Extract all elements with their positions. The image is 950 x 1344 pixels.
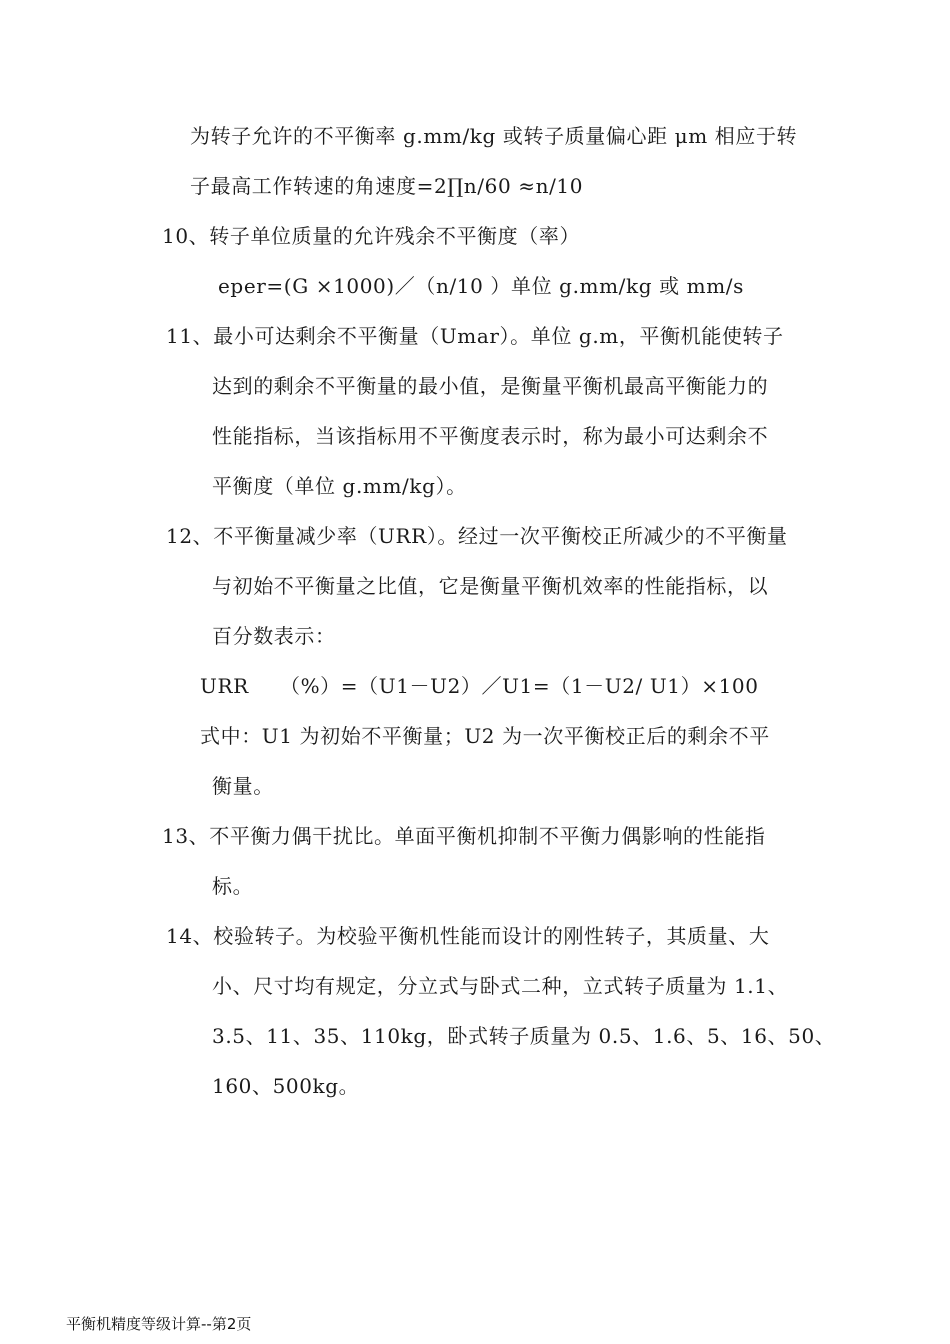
text-line-16: 标。 [212, 874, 254, 898]
item-13-heading: 13、不平衡力偶干扰比。单面平衡机抑制不平衡力偶影响的性能指 [162, 824, 766, 848]
text-line-10: 与初始不平衡量之比值，它是衡量平衡机效率的性能指标，以 [212, 574, 769, 598]
text-line-1: 为转子允许的不平衡率 g.mm/kg 或转子质量偏心距 μm 相应于转 [190, 124, 798, 148]
item-14-heading: 14、校验转子。为校验平衡机性能而设计的刚性转子，其质量、大 [166, 924, 770, 948]
text-line-2: 子最高工作转速的角速度=2∏n/60 ≈n/10 [190, 174, 584, 198]
text-line-20: 160、500kg。 [212, 1074, 360, 1098]
text-line-14: 衡量。 [212, 774, 274, 798]
text-line-19: 3.5、11、35、110kg，卧式转子质量为 0.5、1.6、5、16、50、 [212, 1024, 836, 1048]
text-line-11: 百分数表示： [212, 624, 336, 648]
text-line-8: 平衡度（单位 g.mm/kg）。 [212, 474, 467, 498]
page-footer: 平衡机精度等级计算--第2页 [66, 1315, 252, 1333]
text-line-6: 达到的剩余不平衡量的最小值，是衡量平衡机最高平衡能力的 [212, 374, 769, 398]
formula-urr: URR （%）=（U1－U2）／U1=（1－U2/ U1）×100 [200, 674, 759, 698]
text-line-13: 式中：U1 为初始不平衡量；U2 为一次平衡校正后的剩余不平 [200, 724, 770, 748]
formula-eper: eper=(G ×1000)／（n/10 ）单位 g.mm/kg 或 mm/s [218, 274, 744, 298]
item-11-heading: 11、最小可达剩余不平衡量（Umar）。单位 g.m，平衡机能使转子 [166, 324, 784, 348]
text-line-7: 性能指标，当该指标用不平衡度表示时，称为最小可达剩余不 [212, 424, 769, 448]
text-line-18: 小、尺寸均有规定，分立式与卧式二种，立式转子质量为 1.1、 [212, 974, 789, 998]
item-12-heading: 12、不平衡量减少率（URR）。经过一次平衡校正所减少的不平衡量 [166, 524, 788, 548]
item-10-heading: 10、转子单位质量的允许残余不平衡度（率） [162, 224, 581, 248]
